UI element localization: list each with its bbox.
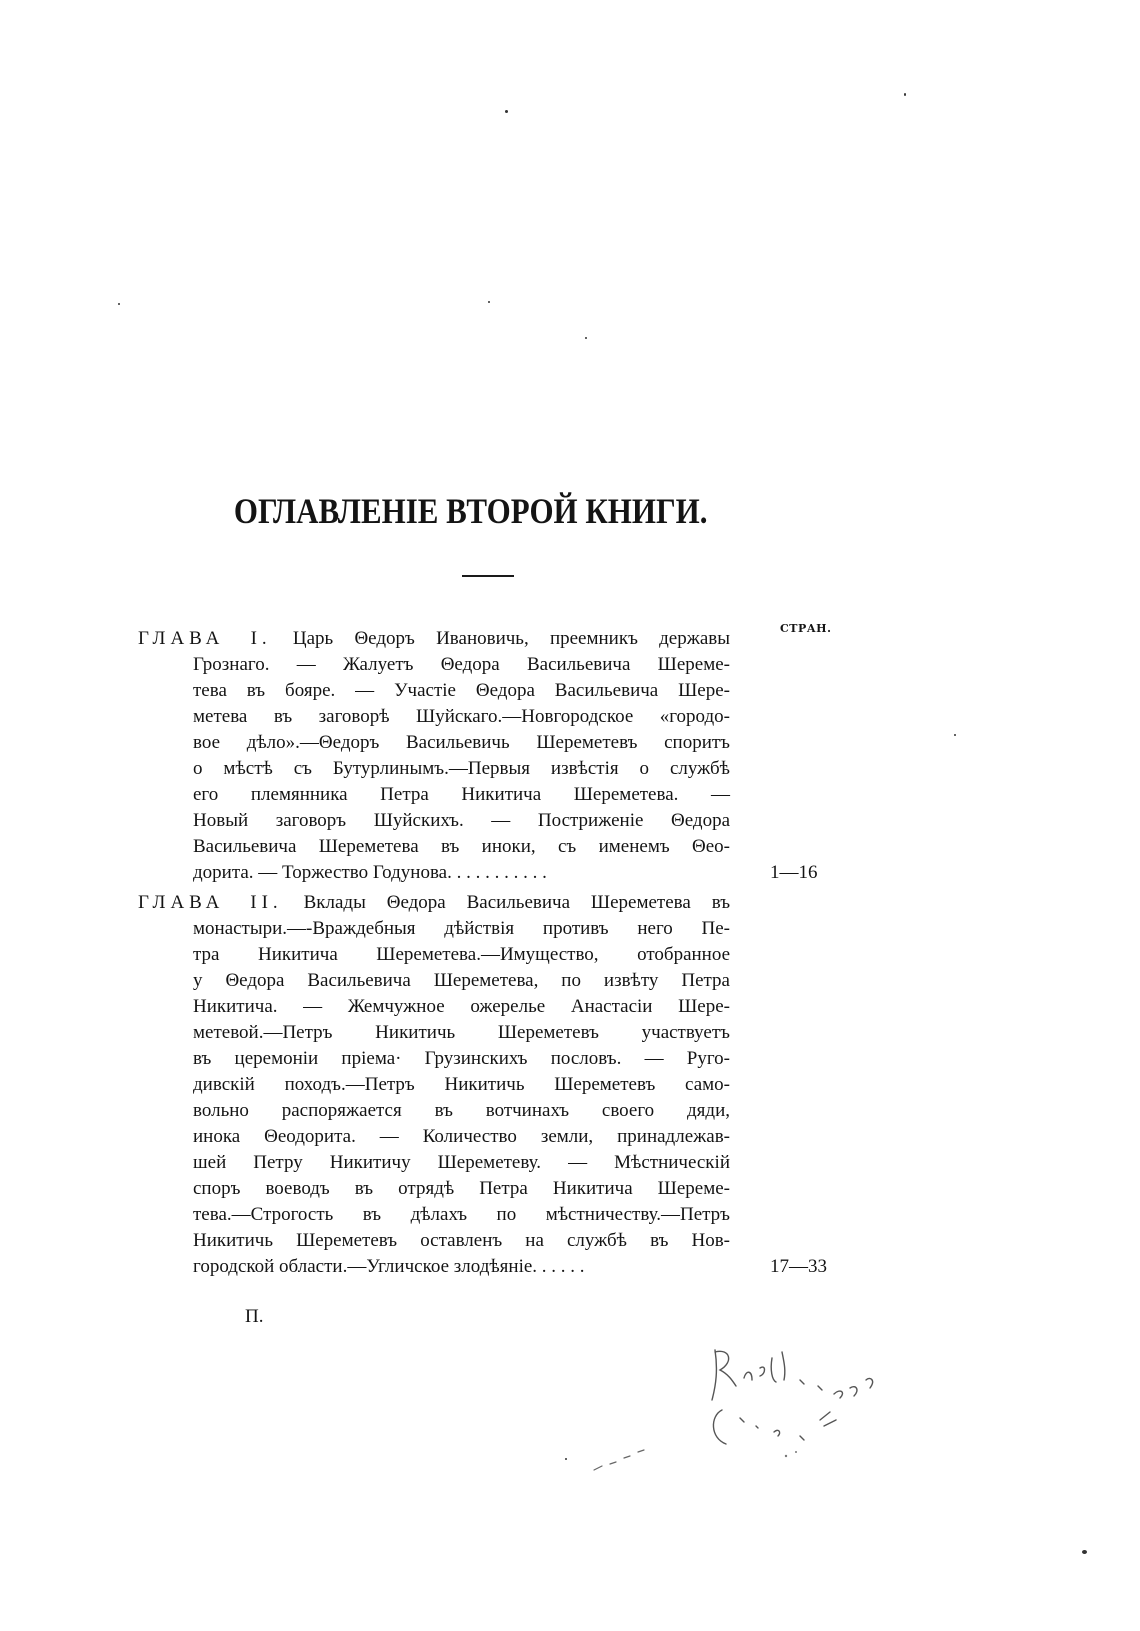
- toc-line: дорита. — Торжество Годунова. . . . . . . . . . .: [193, 862, 547, 883]
- toc-line: тева въ бояре. — Участіе Θедора Васильевича Шере-: [193, 680, 730, 701]
- title-divider: [462, 575, 514, 577]
- scan-speck: [565, 1458, 567, 1460]
- toc-line: тева.—Строгость въ дѣлахъ по мѣстничеству.—Петръ: [193, 1204, 730, 1225]
- pencil-scribble: [590, 1440, 670, 1480]
- toc-line: его племянника Петра Никитича Шереметева. —: [193, 784, 730, 805]
- chapter-1-pages: 1—16: [770, 862, 818, 883]
- toc-line: дивскій походъ.—Петръ Никитичь Шереметевъ само-: [193, 1074, 730, 1095]
- toc-line: тра Никитича Шереметева.—Имущество, отобранное: [193, 944, 730, 965]
- scan-speck: [505, 110, 508, 113]
- signature-mark: П.: [245, 1306, 264, 1327]
- scan-speck: [904, 93, 906, 96]
- chapter-2-pages: 17—33: [770, 1256, 827, 1277]
- page-title: ОГЛАВЛЕНІЕ ВТОРОЙ КНИГИ.: [233, 491, 708, 531]
- scan-speck: [118, 303, 120, 305]
- pencil-signature: [700, 1340, 910, 1470]
- toc-line: вольно распоряжается въ вотчинахъ своего дяди,: [193, 1100, 730, 1121]
- toc-line: Никитича. — Жемчужное ожерелье Анастасіи Шере-: [193, 996, 730, 1017]
- chapter-label: ГЛАВА II.: [138, 892, 283, 913]
- toc-line: споръ воеводъ въ отрядѣ Петра Никитича Шереме-: [193, 1178, 730, 1199]
- scan-speck: [585, 337, 587, 339]
- toc-line: о мѣстѣ съ Бутурлинымъ.—Первыя извѣстія о службѣ: [193, 758, 730, 779]
- toc-line: Новый заговоръ Шуйскихъ. — Постриженіе Θедора: [193, 810, 730, 831]
- toc-line: Васильевича Шереметева въ иноки, съ именемъ Θео-: [193, 836, 730, 857]
- toc-line: вое дѣло».—Θедоръ Васильевичь Шереметевъ споритъ: [193, 732, 730, 753]
- toc-line: Никитичь Шереметевъ оставленъ на службѣ въ Нов-: [193, 1230, 730, 1251]
- scan-speck: [488, 301, 490, 303]
- chapter-label: ГЛАВА I.: [138, 628, 272, 649]
- toc-line: Грознаго. — Жалуетъ Θедора Васильевича Шереме-: [193, 654, 730, 675]
- toc-line: въ церемоніи пріема· Грузинскихъ пословъ. — Руго-: [193, 1048, 730, 1069]
- toc-line: метевой.—Петръ Никитичь Шереметевъ участвуетъ: [193, 1022, 730, 1043]
- toc-line-text: Царь Θедоръ Ивановичь, преемникъ державы: [292, 628, 731, 649]
- toc-line: монастыри.—-Враждебныя дѣйствія противъ него Пе-: [193, 918, 730, 939]
- toc-line-text: Вклады Θедора Васильевича Шереметева въ: [303, 892, 731, 913]
- scan-speck: [954, 734, 956, 736]
- toc-line: [138, 626, 730, 652]
- toc-line: шей Петру Никитичу Шереметеву. — Мѣстническій: [193, 1152, 730, 1173]
- pages-column-header: СТРАН.: [780, 622, 832, 635]
- scan-speck: [1082, 1550, 1087, 1554]
- toc-line: у Θедора Васильевича Шереметева, по извѣту Петра: [193, 970, 730, 991]
- toc-line: [138, 890, 730, 916]
- toc-line: инока Θеодорита. — Количество земли, принадлежав-: [193, 1126, 730, 1147]
- toc-line: городской области.—Угличское злодѣяніе. . . . . .: [193, 1256, 585, 1277]
- toc-line: метева въ заговорѣ Шуйскаго.—Новгородское «городо-: [193, 706, 730, 727]
